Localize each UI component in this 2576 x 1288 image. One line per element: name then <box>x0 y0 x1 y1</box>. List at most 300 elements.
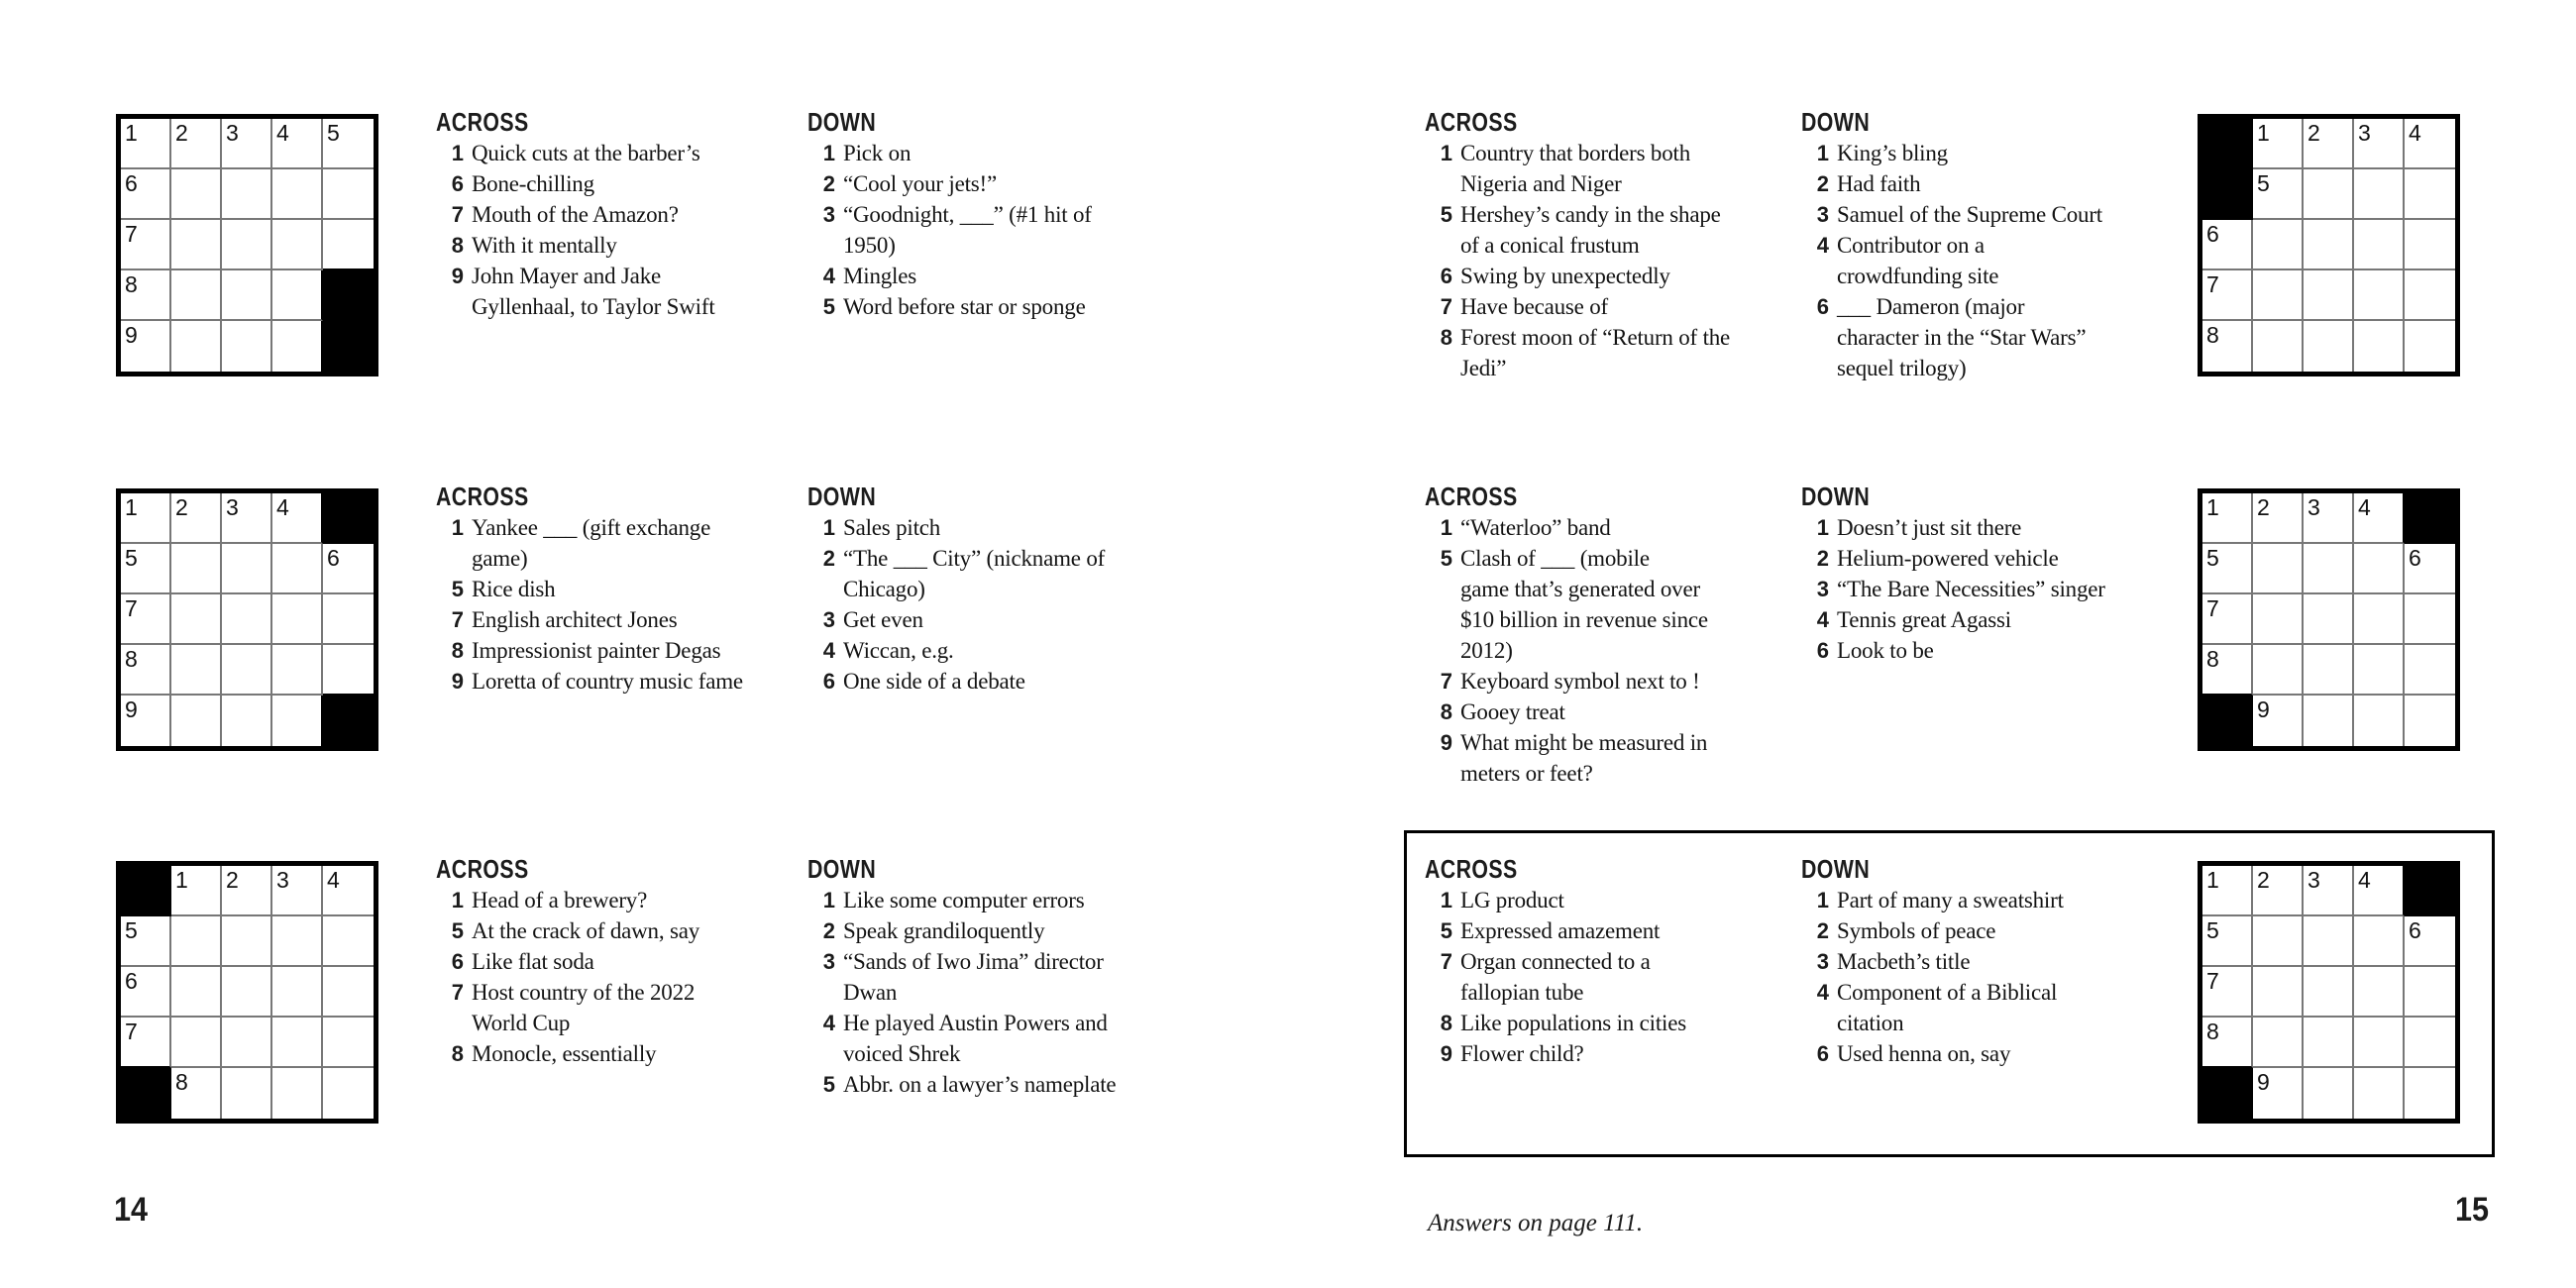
clue-text-line: Chicago) <box>843 577 925 601</box>
clue-text-line: of a conical frustum <box>1460 233 1640 258</box>
puzzle-3-down-clues <box>807 854 1184 1100</box>
clue-item <box>807 1069 1184 1100</box>
clue-text-line: Gooey treat <box>1460 699 1565 724</box>
cell-number: 9 <box>2257 697 2270 722</box>
clue-text-line: Head of a brewery? <box>472 888 648 912</box>
clue-item <box>1801 138 2178 168</box>
grid-cell <box>171 866 222 916</box>
clue-text-line: Nigeria and Niger <box>1460 171 1622 196</box>
clue-text-line: Yankee ___ (gift exchange <box>472 515 711 540</box>
grid-cell <box>2202 645 2253 696</box>
clue-item <box>1801 291 2178 383</box>
grid-cell-black <box>323 696 374 746</box>
clue-number: 1 <box>822 888 835 912</box>
clue-text <box>843 261 916 291</box>
clue-text-line: Used henna on, say <box>1837 1041 2011 1066</box>
clue-text-line: Clash of ___ (mobile <box>1460 546 1650 571</box>
puzzle-2-down-clues <box>807 482 1184 697</box>
clue-text-line: game) <box>472 546 528 571</box>
grid-cell <box>121 696 171 746</box>
across-header-text: ACROSS <box>1425 854 1518 884</box>
clue-text <box>1460 1008 1686 1038</box>
grid-cell <box>2253 645 2304 696</box>
cell-number: 5 <box>2257 170 2270 196</box>
clue-item <box>807 666 1184 697</box>
clue-text-line: He played Austin Powers and <box>843 1011 1108 1035</box>
clue-item <box>436 1038 812 1069</box>
grid-cell <box>2253 1018 2304 1068</box>
across-header-text: ACROSS <box>436 854 529 884</box>
page-number-left <box>114 1192 152 1228</box>
grid-row <box>121 645 374 696</box>
clue-number: 7 <box>1440 949 1452 974</box>
clue-number: 6 <box>1440 264 1452 288</box>
grid-cell <box>2405 696 2455 746</box>
grid-cell <box>2304 866 2354 916</box>
across-header <box>1425 107 1801 138</box>
cell-number: 9 <box>2257 1069 2270 1095</box>
grid-cell <box>2253 169 2304 220</box>
clue-number: 2 <box>1816 546 1829 571</box>
clue-text <box>472 1038 656 1069</box>
clue-item <box>1801 512 2178 543</box>
grid-cell-black <box>2202 119 2253 169</box>
clue-text-line: Samuel of the Supreme Court <box>1837 202 2102 227</box>
clue-text-line: Abbr. on a lawyer’s nameplate <box>843 1072 1117 1097</box>
grid-cell <box>2304 645 2354 696</box>
clue-text-line: “The ___ City” (nickname of <box>843 546 1106 571</box>
puzzle-1-across-clues <box>436 107 812 322</box>
grid-row <box>2202 1068 2455 1119</box>
clue-number: 4 <box>822 1011 835 1035</box>
grid-cell <box>272 916 323 967</box>
clue-number: 2 <box>1816 171 1829 196</box>
clue-item <box>436 915 812 946</box>
clue-item <box>1425 666 1801 697</box>
clue-number: 1 <box>1816 888 1829 912</box>
grid-cell-black <box>2405 866 2455 916</box>
clue-number: 2 <box>822 918 835 943</box>
puzzle-1-down-clues <box>807 107 1184 322</box>
grid-cell-black <box>2202 1068 2253 1119</box>
clue-item <box>1425 946 1801 1008</box>
grid-cell <box>2304 493 2354 544</box>
down-header-text: DOWN <box>807 107 877 137</box>
clue-text-line: Mouth of the Amazon? <box>472 202 679 227</box>
clue-text-line: “Sands of Iwo Jima” director <box>843 949 1104 974</box>
grid-row <box>2202 321 2455 372</box>
clue-text-line: Like some computer errors <box>843 888 1085 912</box>
grid-cell <box>171 967 222 1018</box>
clue-item <box>436 885 812 915</box>
clue-text <box>1837 230 1998 291</box>
cell-number: 8 <box>2206 1019 2219 1044</box>
cell-number: 9 <box>125 322 138 348</box>
clue-number: 4 <box>1816 233 1829 258</box>
puzzle-1-grid <box>116 114 378 376</box>
clue-number: 6 <box>1816 638 1829 663</box>
clue-number: 5 <box>1440 546 1452 571</box>
grid-cell <box>121 220 171 270</box>
grid-cell <box>2304 696 2354 746</box>
grid-row <box>121 119 374 169</box>
grid-cell <box>2354 916 2405 967</box>
down-header-text: DOWN <box>1801 482 1871 511</box>
clue-number: 8 <box>1440 1011 1452 1035</box>
grid-cell <box>272 270 323 321</box>
clue-text-line: character in the “Star Wars” <box>1837 325 2087 350</box>
clue-number: 1 <box>1816 515 1829 540</box>
grid-cell-black <box>2202 169 2253 220</box>
clue-number: 5 <box>1440 918 1452 943</box>
across-header-text: ACROSS <box>436 107 529 137</box>
grid-row <box>2202 866 2455 916</box>
grid-cell <box>2354 866 2405 916</box>
grid-cell <box>272 866 323 916</box>
clue-item <box>1425 727 1801 789</box>
clue-item <box>807 261 1184 291</box>
cell-number: 7 <box>125 1019 138 1044</box>
grid-cell <box>2405 594 2455 645</box>
grid-cell <box>2304 321 2354 372</box>
clue-text <box>1837 977 2057 1038</box>
cell-number: 2 <box>2257 494 2270 520</box>
across-header <box>1425 854 1801 885</box>
grid-cell <box>222 119 272 169</box>
cell-number: 2 <box>2308 120 2320 146</box>
clue-item <box>436 666 812 697</box>
clue-text <box>1460 138 1690 199</box>
grid-cell <box>2304 119 2354 169</box>
clue-text-line: fallopian tube <box>1460 980 1584 1005</box>
down-header-text: DOWN <box>1801 854 1871 884</box>
clue-text-line: Get even <box>843 607 923 632</box>
grid-cell <box>2304 1068 2354 1119</box>
clue-text <box>1837 885 2064 915</box>
puzzle-5-grid <box>2198 488 2460 751</box>
clue-text <box>1460 885 1564 915</box>
cell-number: 6 <box>327 545 340 571</box>
grid-cell <box>2354 544 2405 594</box>
clue-item <box>807 291 1184 322</box>
clue-text <box>1837 543 2059 574</box>
puzzle-6-grid <box>2198 861 2460 1124</box>
grid-cell <box>171 594 222 645</box>
clue-text <box>472 574 555 604</box>
grid-cell <box>272 1068 323 1119</box>
clue-text <box>1460 697 1565 727</box>
clue-item <box>1801 915 2178 946</box>
grid-cell <box>2304 594 2354 645</box>
page-number-left-text: 14 <box>114 1191 149 1229</box>
clue-text-line: Bone-chilling <box>472 171 594 196</box>
clue-item <box>807 635 1184 666</box>
page-number-right-text: 15 <box>2455 1191 2490 1229</box>
grid-cell <box>2202 1018 2253 1068</box>
clue-number: 4 <box>1816 980 1829 1005</box>
grid-cell <box>323 916 374 967</box>
grid-cell <box>2405 1068 2455 1119</box>
clue-number: 8 <box>1440 699 1452 724</box>
cell-number: 6 <box>125 968 138 994</box>
grid-row <box>2202 220 2455 270</box>
clue-text-line: Had faith <box>1837 171 1921 196</box>
puzzle-6-down-clues <box>1801 854 2178 1069</box>
clue-number: 9 <box>451 264 464 288</box>
clue-text-line: Flower child? <box>1460 1041 1584 1066</box>
clue-item <box>1425 322 1801 383</box>
clue-number: 1 <box>1816 141 1829 165</box>
cell-number: 5 <box>125 545 138 571</box>
grid-row <box>121 220 374 270</box>
cell-number: 2 <box>2257 867 2270 893</box>
grid-cell <box>2354 169 2405 220</box>
grid-cell <box>272 594 323 645</box>
grid-cell <box>222 544 272 594</box>
clue-text-line: Like flat soda <box>472 949 594 974</box>
cell-number: 3 <box>226 494 239 520</box>
clue-text-line: Loretta of country music fame <box>472 669 743 694</box>
clue-text <box>1460 666 1700 697</box>
clue-text-line: game that’s generated over <box>1460 577 1700 601</box>
puzzle-3-grid <box>116 861 378 1124</box>
grid-cell <box>2202 220 2253 270</box>
grid-cell <box>2405 544 2455 594</box>
cell-number: 1 <box>125 494 138 520</box>
clue-text-line: Organ connected to a <box>1460 949 1651 974</box>
clue-item <box>1425 885 1801 915</box>
cell-number: 1 <box>2206 867 2219 893</box>
clue-text <box>843 512 940 543</box>
grid-cell <box>222 169 272 220</box>
grid-cell <box>2253 916 2304 967</box>
cell-number: 4 <box>276 494 289 520</box>
grid-cell <box>323 645 374 696</box>
down-header <box>1801 482 2178 512</box>
grid-cell-black <box>121 866 171 916</box>
grid-row <box>2202 594 2455 645</box>
cell-number: 8 <box>125 646 138 672</box>
clue-text-line: One side of a debate <box>843 669 1025 694</box>
clue-text <box>1837 199 2102 230</box>
clue-text-line: With it mentally <box>472 233 617 258</box>
cell-number: 1 <box>175 867 188 893</box>
grid-cell <box>2253 493 2304 544</box>
grid-cell <box>2253 220 2304 270</box>
page-number-right <box>2455 1192 2493 1228</box>
cell-number: 2 <box>226 867 239 893</box>
clue-text <box>472 666 743 697</box>
clue-text-line: Impressionist painter Degas <box>472 638 721 663</box>
clue-number: 7 <box>451 202 464 227</box>
clue-number: 3 <box>1816 202 1829 227</box>
clue-number: 1 <box>1440 141 1452 165</box>
grid-cell <box>121 321 171 372</box>
clue-item <box>1801 199 2178 230</box>
grid-cell <box>272 493 323 544</box>
clue-text-line: 2012) <box>1460 638 1513 663</box>
clue-number: 5 <box>451 918 464 943</box>
grid-cell <box>222 220 272 270</box>
clue-text-line: Component of a Biblical <box>1837 980 2058 1005</box>
puzzle-5-across-clues <box>1425 482 1801 789</box>
grid-cell <box>171 270 222 321</box>
grid-cell <box>2354 220 2405 270</box>
clue-number: 6 <box>1816 1041 1829 1066</box>
clue-text <box>843 604 923 635</box>
grid-row <box>2202 544 2455 594</box>
across-header <box>436 482 812 512</box>
grid-cell <box>222 696 272 746</box>
grid-cell <box>222 493 272 544</box>
grid-cell <box>2405 169 2455 220</box>
clue-item <box>1425 915 1801 946</box>
clue-number: 3 <box>1816 577 1829 601</box>
grid-cell <box>2354 696 2405 746</box>
cell-number: 3 <box>276 867 289 893</box>
clue-item <box>1801 977 2178 1038</box>
clue-text <box>1460 543 1708 666</box>
cell-number: 4 <box>2409 120 2421 146</box>
clue-number: 3 <box>822 607 835 632</box>
grid-cell <box>2405 119 2455 169</box>
clue-text-line: Pick on <box>843 141 912 165</box>
cell-number: 7 <box>2206 968 2219 994</box>
clue-number: 6 <box>451 171 464 196</box>
down-header <box>1801 854 2178 885</box>
grid-cell <box>323 594 374 645</box>
clue-number: 1 <box>822 515 835 540</box>
cell-number: 7 <box>2206 595 2219 621</box>
clue-item <box>436 977 812 1038</box>
grid-cell <box>2253 866 2304 916</box>
clue-text-line: Doesn’t just sit there <box>1837 515 2022 540</box>
grid-cell <box>323 544 374 594</box>
grid-row <box>121 866 374 916</box>
clue-text-line: Speak grandiloquently <box>843 918 1045 943</box>
clue-text-line: “Cool your jets!” <box>843 171 998 196</box>
clue-text-line: Monocle, essentially <box>472 1041 657 1066</box>
grid-cell <box>2202 967 2253 1018</box>
clue-number: 5 <box>822 1072 835 1097</box>
clue-text-line: Country that borders both <box>1460 141 1690 165</box>
grid-row <box>121 270 374 321</box>
grid-cell <box>323 169 374 220</box>
clue-item <box>1425 1038 1801 1069</box>
clue-item <box>1425 261 1801 291</box>
clue-text-line: Wiccan, e.g. <box>843 638 954 663</box>
grid-cell <box>2253 594 2304 645</box>
grid-cell <box>171 645 222 696</box>
grid-row <box>2202 696 2455 746</box>
clue-text <box>843 199 1092 261</box>
grid-row <box>2202 270 2455 321</box>
grid-row <box>2202 967 2455 1018</box>
grid-cell <box>2405 220 2455 270</box>
grid-cell <box>2354 270 2405 321</box>
grid-cell <box>222 967 272 1018</box>
grid-row <box>121 916 374 967</box>
grid-cell <box>323 119 374 169</box>
clue-text <box>843 1008 1108 1069</box>
grid-cell <box>272 321 323 372</box>
grid-row <box>2202 645 2455 696</box>
cell-number: 8 <box>2206 646 2219 672</box>
grid-cell <box>272 119 323 169</box>
grid-cell <box>171 220 222 270</box>
grid-cell <box>2202 594 2253 645</box>
grid-cell-black <box>2202 696 2253 746</box>
clue-text <box>472 977 695 1038</box>
clue-text <box>472 138 700 168</box>
clue-text-line: LG product <box>1460 888 1564 912</box>
grid-cell <box>272 696 323 746</box>
clue-item <box>1425 543 1801 666</box>
clue-text <box>472 512 710 574</box>
grid-cell <box>171 916 222 967</box>
clue-text-line: John Mayer and Jake <box>472 264 662 288</box>
clue-text-line: Look to be <box>1837 638 1934 663</box>
clue-text-line: sequel trilogy) <box>1837 356 1967 380</box>
clue-item <box>436 946 812 977</box>
clue-text <box>1460 946 1651 1008</box>
puzzle-2-grid <box>116 488 378 751</box>
clue-number: 5 <box>451 577 464 601</box>
clue-text-line: At the crack of dawn, say <box>472 918 700 943</box>
clue-text-line: Have because of <box>1460 294 1608 319</box>
grid-cell <box>2405 270 2455 321</box>
clue-text <box>1837 946 1970 977</box>
across-header <box>436 107 812 138</box>
clue-text-line: “Waterloo” band <box>1460 515 1611 540</box>
clue-text-line: Jedi” <box>1460 356 1507 380</box>
grid-cell <box>2304 967 2354 1018</box>
down-header <box>807 482 1184 512</box>
clue-text <box>1837 574 2105 604</box>
clue-text-line: Symbols of peace <box>1837 918 1996 943</box>
clue-item <box>436 168 812 199</box>
grid-cell <box>222 321 272 372</box>
clue-text-line: Word before star or sponge <box>843 294 1086 319</box>
cell-number: 6 <box>125 170 138 196</box>
clue-item <box>436 199 812 230</box>
clue-text <box>843 168 997 199</box>
clue-number: 2 <box>822 171 835 196</box>
clue-text <box>1460 1038 1584 1069</box>
grid-cell <box>272 169 323 220</box>
grid-row <box>2202 169 2455 220</box>
grid-row <box>121 544 374 594</box>
grid-row <box>2202 1018 2455 1068</box>
cell-number: 9 <box>125 697 138 722</box>
cell-number: 4 <box>276 120 289 146</box>
cell-number: 4 <box>2358 494 2371 520</box>
down-header <box>807 854 1184 885</box>
grid-cell <box>2202 493 2253 544</box>
clue-number: 6 <box>451 949 464 974</box>
grid-row <box>121 696 374 746</box>
clue-number: 3 <box>822 202 835 227</box>
clue-number: 9 <box>451 669 464 694</box>
clue-item <box>807 1008 1184 1069</box>
grid-cell <box>171 169 222 220</box>
clue-item <box>1425 1008 1801 1038</box>
clue-text-line: Helium-powered vehicle <box>1837 546 2059 571</box>
clue-number: 8 <box>451 638 464 663</box>
grid-cell-black <box>323 493 374 544</box>
cell-number: 5 <box>2206 545 2219 571</box>
clue-number: 7 <box>1440 669 1452 694</box>
